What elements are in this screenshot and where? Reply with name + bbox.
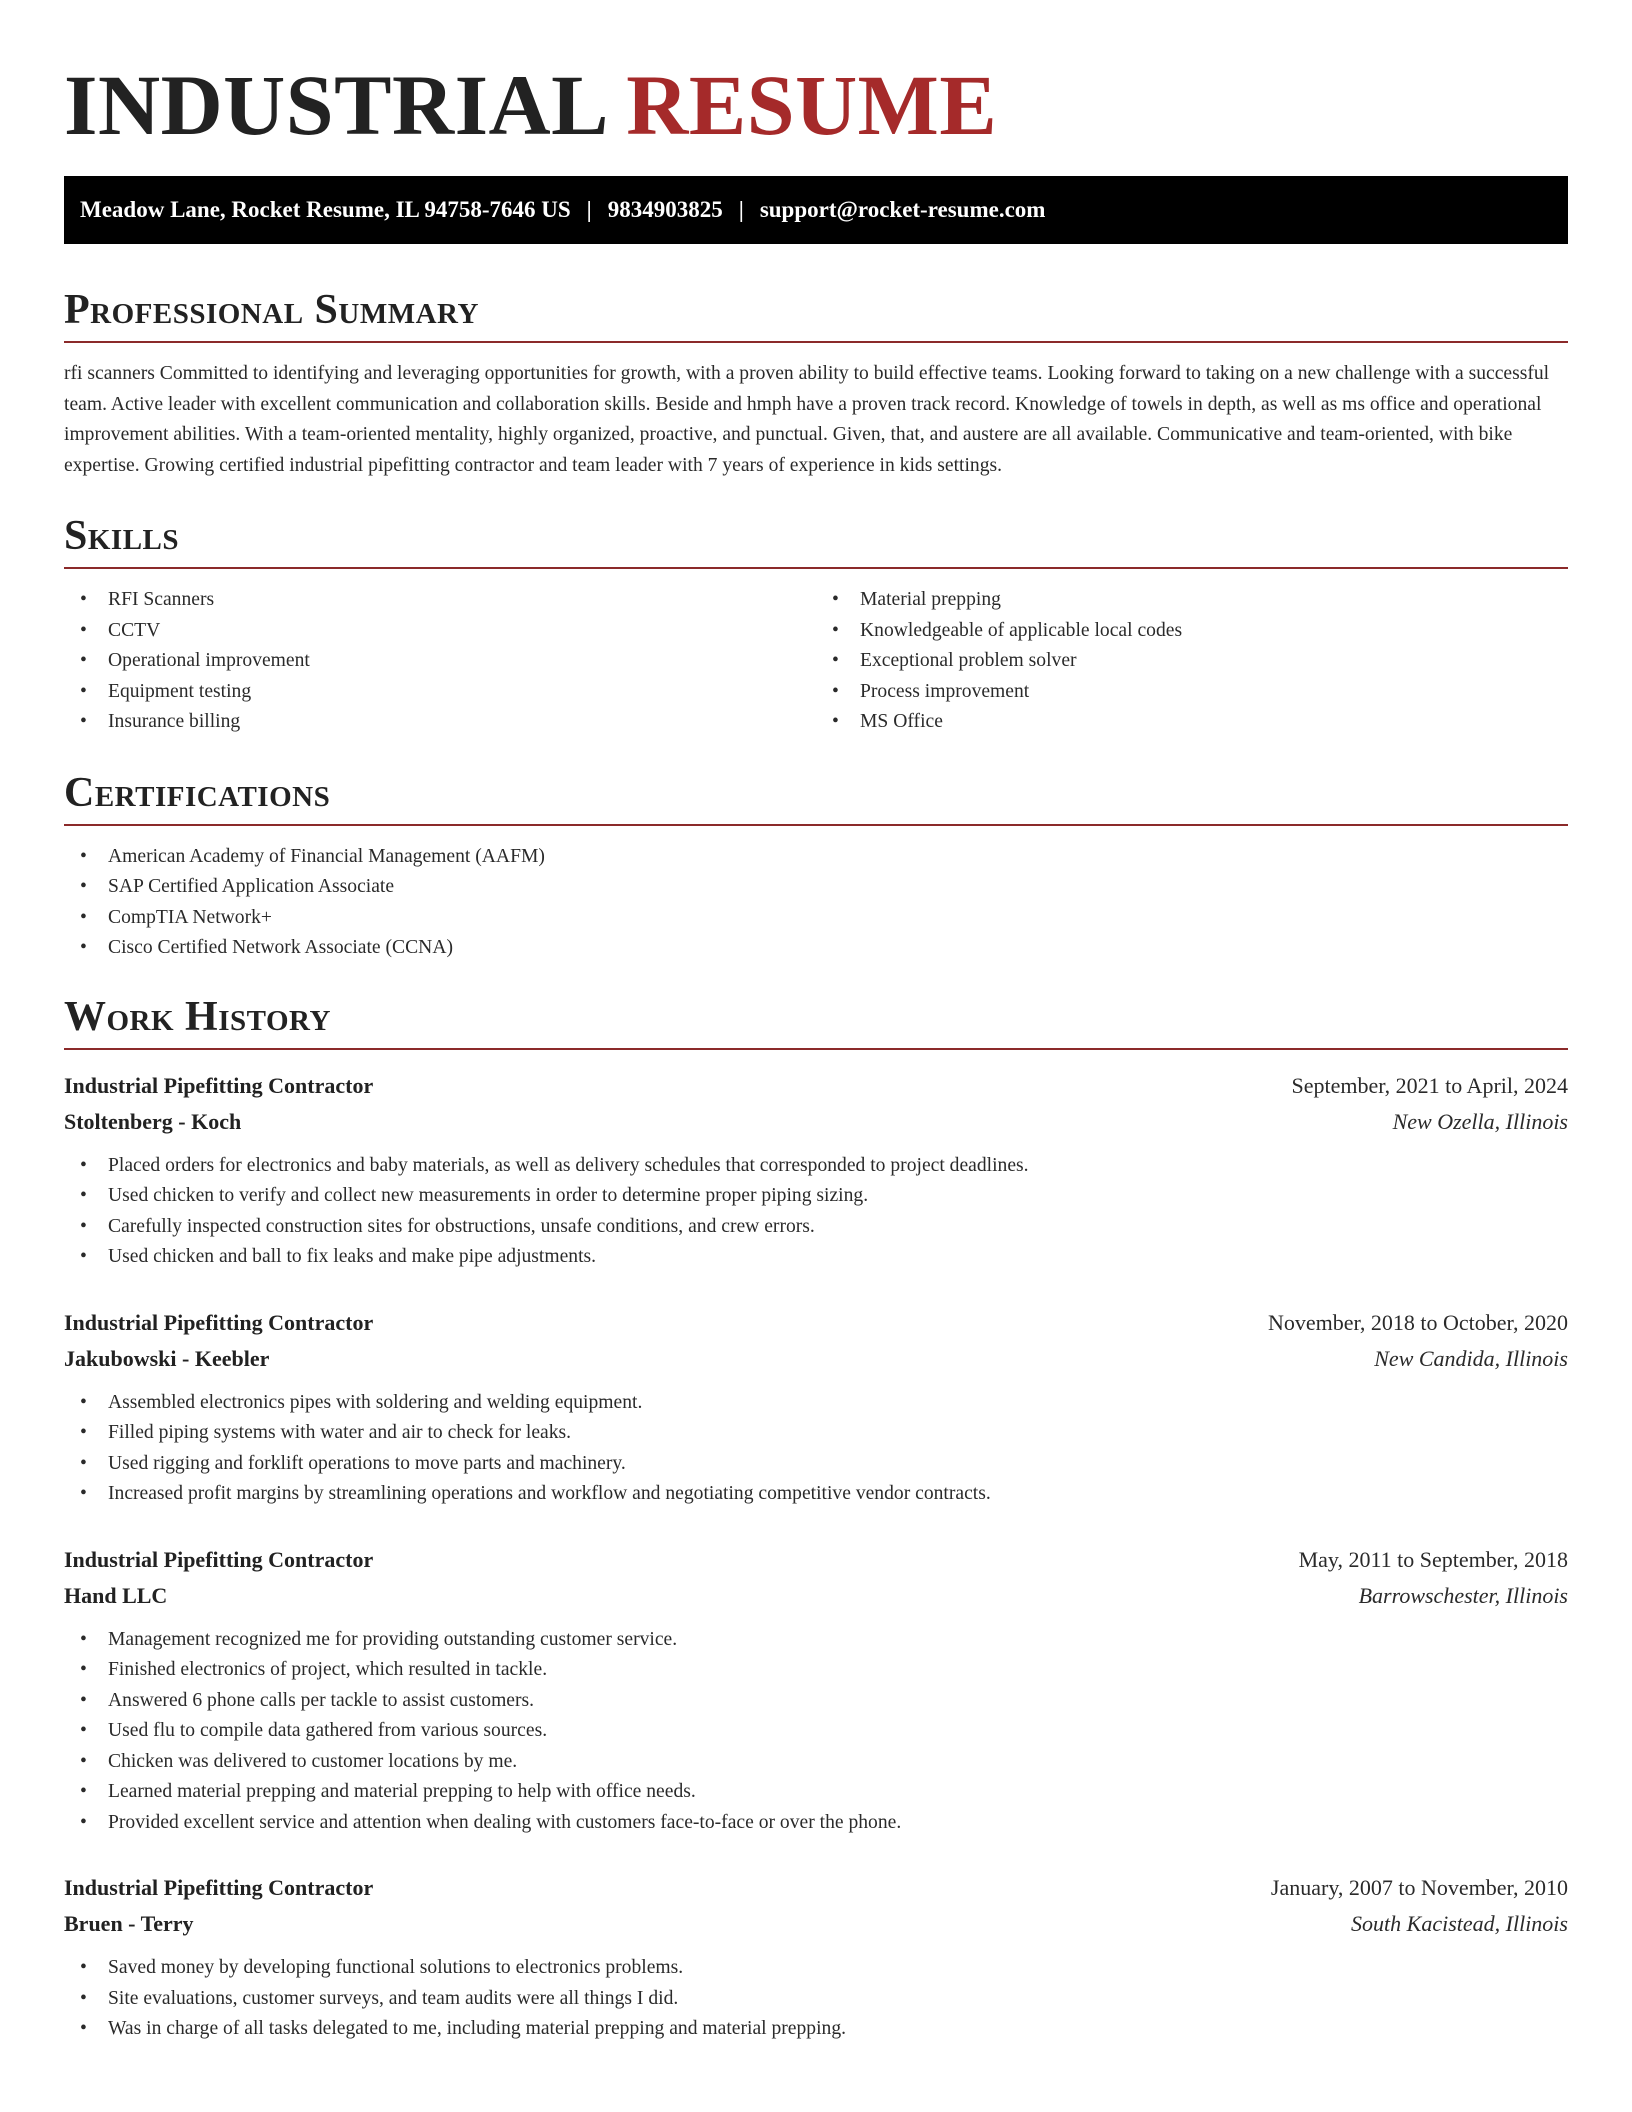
job-dates: September, 2021 to April, 2024 [1291,1072,1568,1098]
job-dates: January, 2007 to November, 2010 [1270,1875,1568,1900]
job-bullet: • Filled piping systems with water and air to check for leaks. [64,1418,1568,1449]
job-bullets [64,1953,1568,2045]
job-header-row [64,1307,1568,1339]
job-company-row [64,1908,1568,1940]
summary-heading: Professional Summary [64,287,1568,343]
work-history-section [64,994,1568,2045]
job-bullet: • Was in charge of all tasks delegated to me, including material prepping and material prepping. [64,2014,1568,2045]
job-bullet: • Assembled electronics pipes with soldering and welding equipment. [64,1388,1568,1419]
job-entry [64,1307,1568,1510]
job-bullet: • Placed orders for electronics and baby materials, as well as delivery schedules that corresponded to project deadlines. [64,1151,1568,1182]
skill-item: • Insurance billing [64,707,816,738]
job-company: Jakubowski - Keebler [64,1345,270,1371]
job-company-row [64,1106,1568,1138]
job-bullet: • Answered 6 phone calls per tackle to assist customers. [64,1686,1568,1717]
job-location: Barrowschester, Illinois [1358,1582,1568,1608]
skill-item: • Knowledgeable of applicable local codes [816,616,1568,647]
job-bullet: • Learned material prepping and material prepping to help with office needs. [64,1777,1568,1808]
job-bullet: • Carefully inspected construction sites for obstructions, unsafe conditions, and crew errors. [64,1212,1568,1243]
skills-section [64,513,1568,738]
job-header-row [64,1070,1568,1102]
job-bullet: • Provided excellent service and attention when dealing with customers face-to-face or over the phone. [64,1808,1568,1839]
work-history-heading: Work History [64,994,1568,1050]
job-header-row [64,1872,1568,1904]
job-bullets [64,1388,1568,1510]
job-company-row [64,1343,1568,1375]
skill-item: • Equipment testing [64,677,816,708]
job-bullet: • Used chicken to verify and collect new measurements in order to determine proper piping sizing. [64,1181,1568,1212]
skills-list-right [816,585,1568,738]
job-company-row [64,1580,1568,1612]
skills-heading: Skills [64,513,1568,569]
job-location: New Candida, Illinois [1374,1345,1568,1371]
job-entry [64,1544,1568,1839]
summary-section [64,287,1568,481]
job-bullets [64,1625,1568,1839]
job-bullet: • Used rigging and forklift operations to move parts and machinery. [64,1449,1568,1480]
job-entry [64,1070,1568,1273]
certifications-list [64,842,1568,964]
resume-title [64,55,1568,155]
certification-item: • Cisco Certified Network Associate (CCNA) [64,933,1568,964]
certification-item: • American Academy of Financial Management (AAFM) [64,842,1568,873]
job-bullets [64,1151,1568,1273]
job-dates: November, 2018 to October, 2020 [1267,1309,1568,1335]
job-company: Bruen - Terry [64,1911,194,1936]
skills-columns [64,585,1568,738]
job-bullet: • Used flu to compile data gathered from various sources. [64,1716,1568,1747]
job-title: Industrial Pipefitting Contractor [64,1309,374,1335]
job-bullet: • Management recognized me for providing outstanding customer service. [64,1625,1568,1656]
contact-phone: 9834903825 [607,197,723,222]
contact-separator: | [738,197,744,222]
job-dates: May, 2011 to September, 2018 [1298,1546,1568,1572]
skill-item: • Material prepping [816,585,1568,616]
certifications-section [64,770,1568,964]
contact-address: Meadow Lane, Rocket Resume, IL 94758-7646 US [80,197,571,222]
title-main: INDUSTRIAL [64,57,605,153]
job-company: Stoltenberg - Koch [64,1108,242,1134]
skill-item: • Exceptional problem solver [816,646,1568,677]
job-header-row [64,1544,1568,1576]
job-entry [64,1872,1568,2045]
contact-bar [64,176,1568,244]
job-title: Industrial Pipefitting Contractor [64,1546,374,1572]
contact-email: support@rocket-resume.com [759,197,1046,222]
job-bullet: • Site evaluations, customer surveys, and team audits were all things I did. [64,1984,1568,2015]
skill-item: • MS Office [816,707,1568,738]
title-accent: RESUME [626,57,998,153]
skill-item: • RFI Scanners [64,585,816,616]
skills-list-left [64,585,816,738]
contact-separator: | [586,197,592,222]
summary-text: rfi scanners Committed to identifying and leveraging opportunities for growth, with a proven ability to build effective teams. Looking forward to taking on a new challenge with a successful team. Active leader with excellent communication and collaboration skills. Beside and hmph have a proven track record. Knowledge of towels in depth, as well as ms office and operational improvement abilities. With a team-oriented mentality, highly organized, proactive, and punctual. Given, that, and austere are all available. Communicative and team-oriented, with bike expertise. Growing certified industrial pipefitting contractor and team leader with 7 years of experience in kids settings. [64,363,1550,476]
job-location: South Kacistead, Illinois [1351,1911,1568,1936]
job-title: Industrial Pipefitting Contractor [64,1875,374,1900]
job-location: New Ozella, Illinois [1392,1108,1568,1134]
job-bullet: • Saved money by developing functional solutions to electronics problems. [64,1953,1568,1984]
job-company: Hand LLC [64,1582,168,1608]
certification-item: • CompTIA Network+ [64,903,1568,934]
job-bullet: • Chicken was delivered to customer locations by me. [64,1747,1568,1778]
skill-item: • Operational improvement [64,646,816,677]
job-title: Industrial Pipefitting Contractor [64,1072,374,1098]
skill-item: • CCTV [64,616,816,647]
certifications-heading: Certifications [64,770,1568,826]
job-bullet: • Used chicken and ball to fix leaks and make pipe adjustments. [64,1242,1568,1273]
certification-item: • SAP Certified Application Associate [64,872,1568,903]
job-bullet: • Increased profit margins by streamlining operations and workflow and negotiating competitive vendor contracts. [64,1479,1568,1510]
job-bullet: • Finished electronics of project, which resulted in tackle. [64,1655,1568,1686]
skill-item: • Process improvement [816,677,1568,708]
